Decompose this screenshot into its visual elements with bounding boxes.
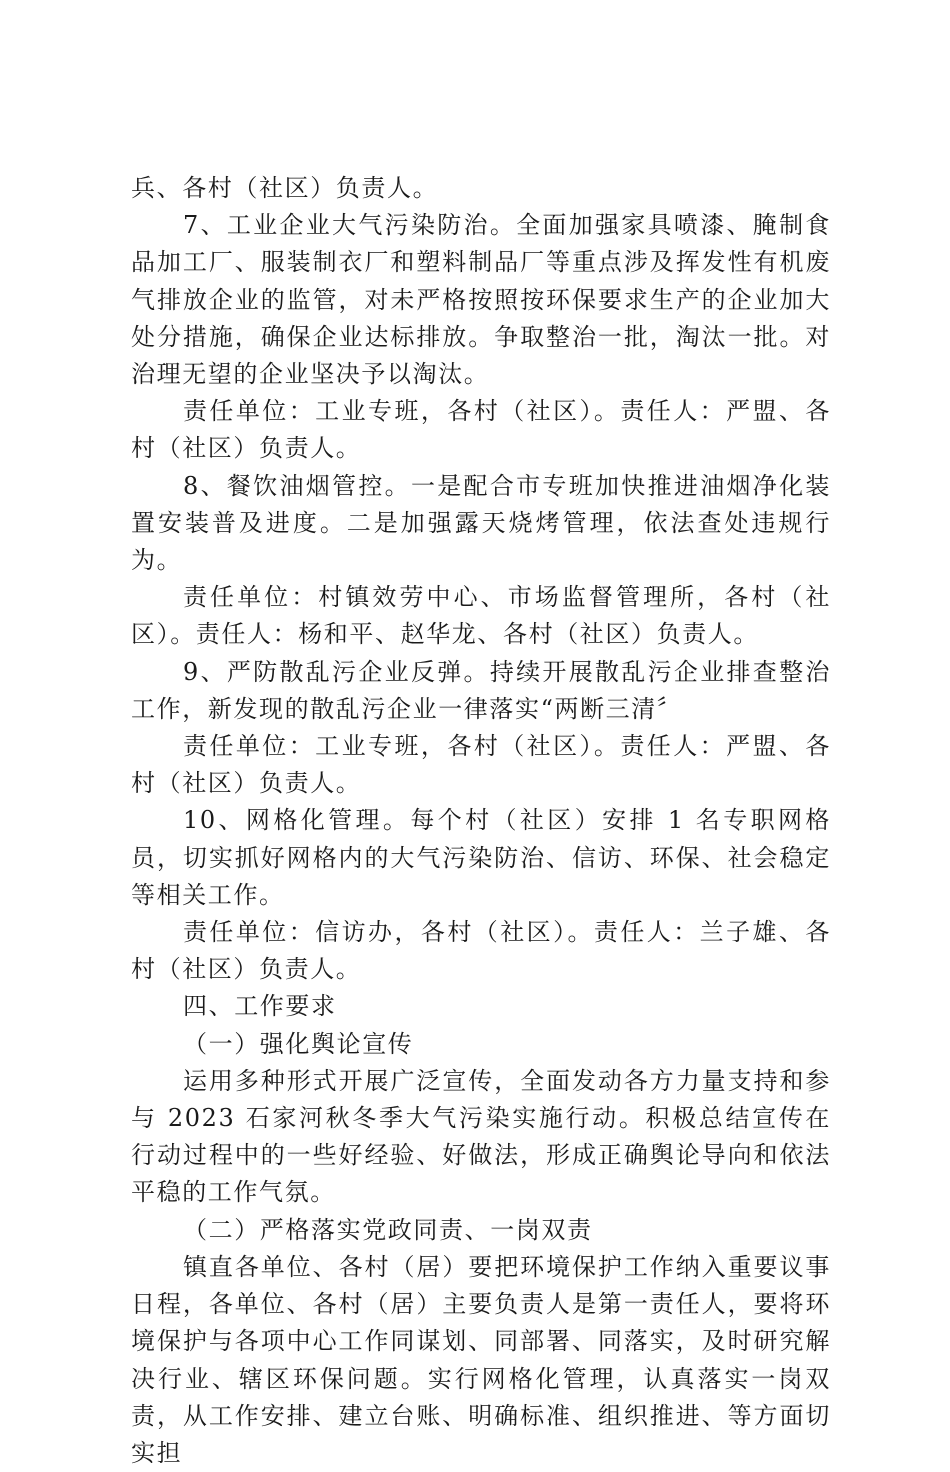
- paragraph-responsibility-8: 责任单位：村镇效劳中心、市场监督管理所，各村（社区）。责任人：杨和平、赵华龙、各村（社区）负责人。: [131, 583, 831, 649]
- paragraph-responsibility-9: 责任单位：工业专班，各村（社区）。责任人：严盟、各村（社区）负责人。: [131, 732, 831, 798]
- document-body: [131, 170, 831, 1472]
- paragraph-item-10: 10、网格化管理。每个村（社区）安排 1 名专职网格员，切实抓好网格内的大气污染防治、信访、环保、社会稳定等相关工作。: [131, 806, 831, 909]
- paragraph-continuation: 兵、各村（社区）负责人。: [131, 174, 439, 202]
- paragraph-publicity: 运用多种形式开展广泛宣传，全面发动各方力量支持和参与 2023 石家河秋冬季大气污染实施行动。积极总结宣传在行动过程中的一些好经验、好做法，形成正确舆论导向和依法平稳的工作气氛。: [131, 1066, 831, 1207]
- paragraph-item-7: 7、工业企业大气污染防治。全面加强家具喷漆、腌制食品加工厂、服装制衣厂和塑料制品厂等重点涉及挥发性有机废气排放企业的监管，对未严格按照按环保要求生产的企业加大处分措施，确保企业达标排放。争取整治一批，淘汰一批。对治理无望的企业坚决予以淘汰。: [131, 211, 831, 389]
- paragraph-item-9: 9、严防散乱污企业反弹。持续开展散乱污企业排查整治工作，新发现的散乱污企业一律落实“两断三清〞: [131, 657, 831, 723]
- section-heading-requirements: 四、工作要求: [183, 992, 337, 1021]
- paragraph-responsibility-7: 责任单位：工业专班，各村（社区）。责任人：严盟、各村（社区）负责人。: [131, 397, 831, 463]
- paragraph-responsibility-detail: 镇直各单位、各村（居）要把环境保护工作纳入重要议事日程，各单位、各村（居）主要负责人是第一责任人，要将环境保护与各项中心工作同谋划、同部署、同落实，及时研究解决行业、辖区环保问题。实行网格化管理，认真落实一岗双责，从工作安排、建立台账、明确标准、组织推进、等方面切实担: [131, 1252, 831, 1467]
- paragraph-responsibility-10: 责任单位：信访办，各村（社区）。责任人：兰子雄、各村（社区）负责人。: [131, 918, 831, 984]
- subheading-publicity: （一）强化舆论宣传: [183, 1029, 414, 1058]
- paragraph-item-8: 8、餐饮油烟管控。一是配合市专班加快推进油烟净化装置安装普及进度。二是加强露天烧烤管理，依法查处违规行为。: [131, 471, 831, 575]
- subheading-responsibility: （二）严格落实党政同责、一岗双责: [183, 1215, 593, 1244]
